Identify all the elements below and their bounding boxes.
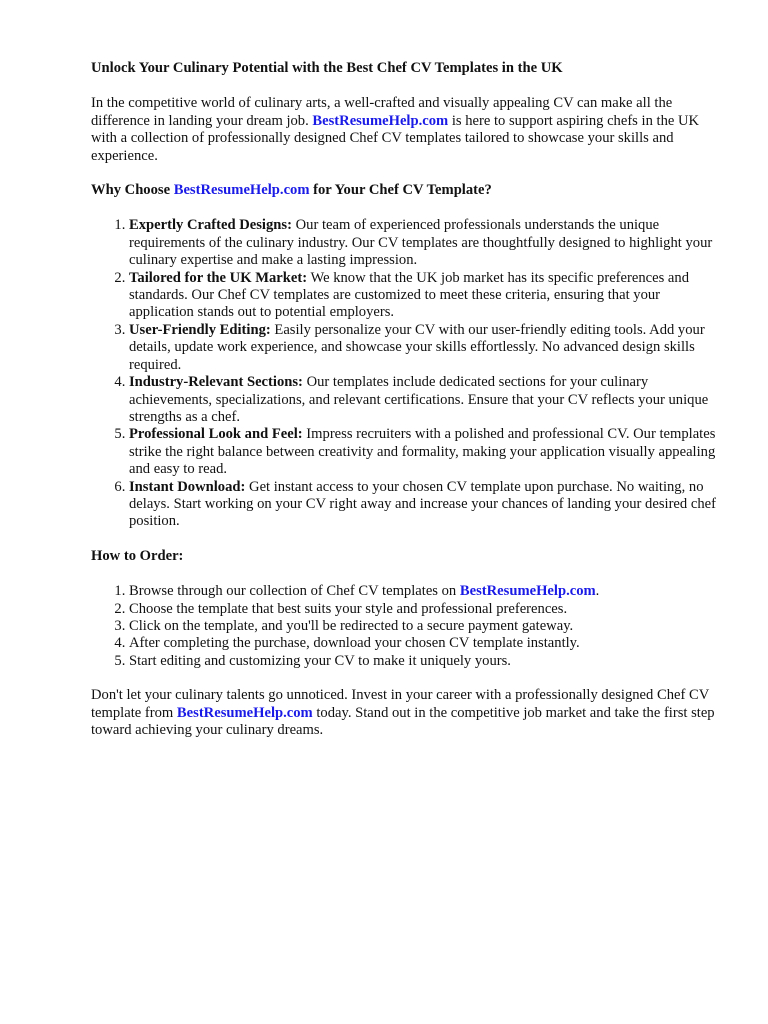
step-text-before: Browse through our collection of Chef CV templates on [129,583,460,600]
list-item [129,583,720,600]
feature-heading: Expertly Crafted Designs: [129,217,292,234]
closing-text-before: Don't let your culinary talents go unnoticed. Invest in your career with a professionally designed Chef CV template from [91,687,709,721]
list-item: 2. Choose the template that best suits your style and professional preferences. [129,601,720,618]
list-item [129,322,720,374]
bestresumehelp-link[interactable]: BestResumeHelp.com [312,112,449,129]
feature-text: Impress recruiters with a polished and professional CV. Our templates strike the right balance between creativity and formality, making your application visually appealing and easy to read. [129,426,716,478]
list-item [129,270,720,322]
list-item: 4. After completing the purchase, download your chosen CV template instantly. [129,635,720,652]
feature-text: Our team of experienced professionals understands the unique requirements of the culinary industry. Our CV templates are thoughtfully designed to highlight your culinary expertise and make a lasting impression. [129,217,713,269]
features-list [91,217,720,530]
list-item: 5. Start editing and customizing your CV to make it uniquely yours. [129,653,720,670]
why-choose-heading [91,182,720,199]
why-heading-after: for Your Chef CV Template? [309,182,492,199]
feature-heading: Professional Look and Feel: [129,426,303,443]
why-heading-before: Why Choose [91,182,174,199]
step-text-after: . [595,583,600,600]
page-title: Unlock Your Culinary Potential with the Best Chef CV Templates in the UK [91,60,563,76]
feature-heading: Instant Download: [129,478,246,495]
closing-text-after: today. Stand out in the competitive job market and take the first step toward achieving your culinary dreams. [91,704,715,738]
list-item [129,479,720,531]
feature-text: Our templates include dedicated sections for your culinary achievements, specializations, and relevant certifications. Ensure that your CV reflects your unique strengths as a chef. [129,374,709,425]
intro-text-after: is here to support aspiring chefs in the UK with a collection of professionally designed Chef CV templates tailored to showcase your skills and experience. [91,112,700,164]
feature-text: Get instant access to your chosen CV template upon purchase. No waiting, no delays. Start working on your CV right away and increase your chances of landing your desired chef position. [129,478,716,530]
feature-text: We know that the UK job market has its specific preferences and standards. Our Chef CV templates are customized to meet these criteria, ensuring that your application stands out to potential employers. [129,269,689,321]
feature-text: Easily personalize your CV with our user-friendly editing tools. Add your details, update work experience, and showcase your skills effortlessly. No advanced design skills required. [129,321,705,373]
intro-text-before: In the competitive world of culinary arts, a well-crafted and visually appealing CV can make all the difference in landing your dream job. [91,95,673,129]
list-item [129,374,720,426]
list-item: 3. Click on the template, and you'll be redirected to a secure payment gateway. [129,618,720,635]
feature-heading: User-Friendly Editing: [129,321,271,338]
feature-heading: Tailored for the UK Market: [129,269,308,286]
how-to-order-heading: How to Order: [91,547,184,564]
closing-paragraph [91,687,720,739]
list-item [129,426,720,478]
list-item [129,217,720,269]
feature-heading: Industry-Relevant Sections: [129,374,303,391]
intro-paragraph [91,95,720,165]
bestresumehelp-link[interactable]: BestResumeHelp.com [459,583,596,600]
bestresumehelp-link[interactable]: BestResumeHelp.com [176,704,313,721]
order-steps-list [91,583,720,670]
bestresumehelp-link[interactable]: BestResumeHelp.com [173,182,310,199]
